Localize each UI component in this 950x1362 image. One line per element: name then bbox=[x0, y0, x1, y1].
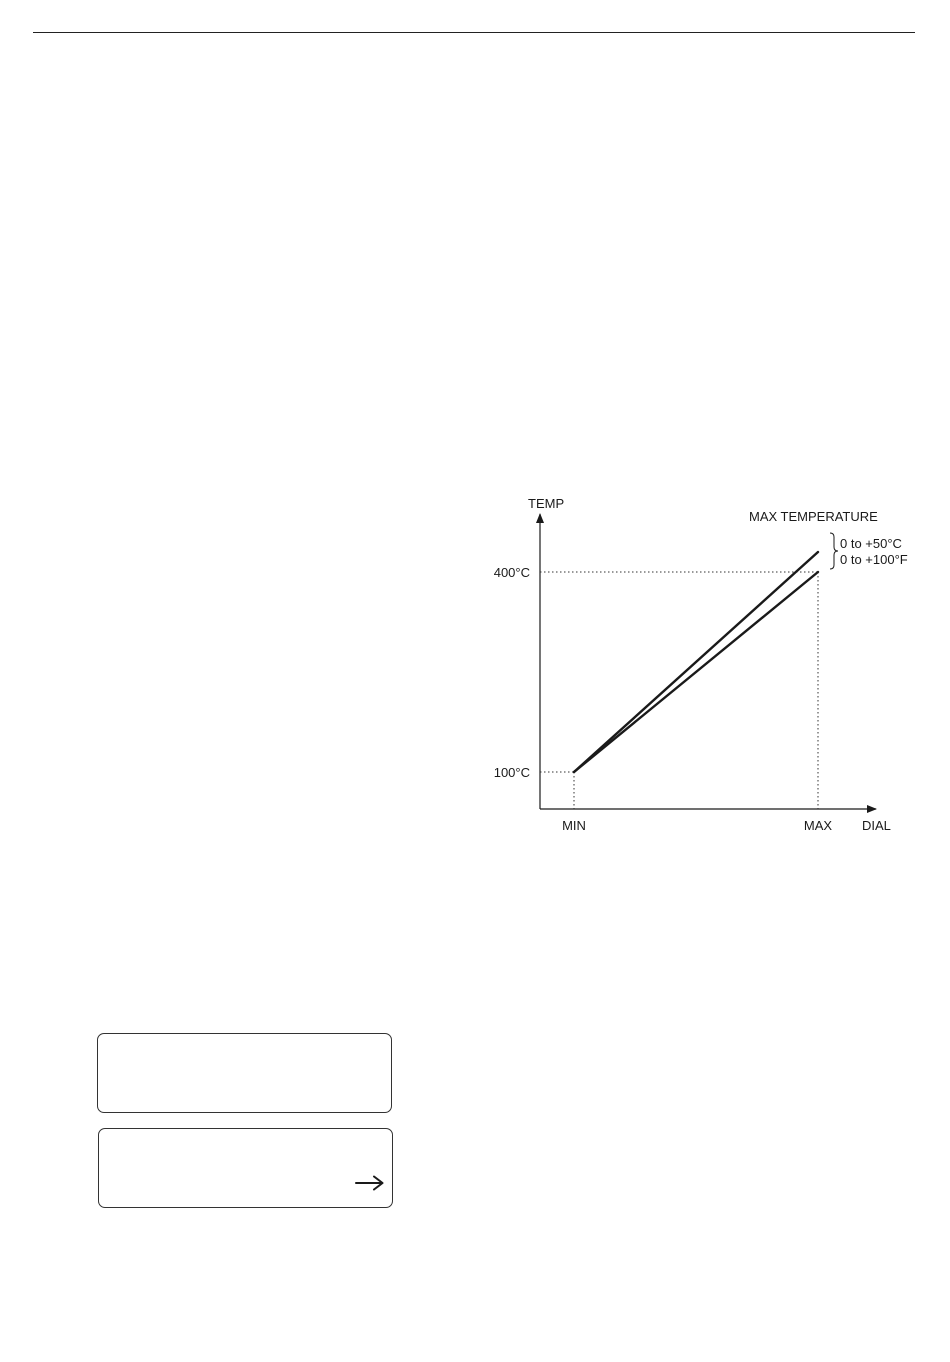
max-temperature-annotation: MAX TEMPERATURE bbox=[749, 509, 878, 524]
y-axis-label: TEMP bbox=[528, 496, 565, 511]
footer-box-2 bbox=[98, 1128, 393, 1208]
x-tick-label-min: MIN bbox=[562, 818, 586, 833]
y-tick-label-400: 400°C bbox=[493, 565, 530, 580]
x-tick-label-max: MAX bbox=[803, 818, 833, 833]
footer-box-1 bbox=[97, 1033, 392, 1113]
offset-celsius-annotation: 0 to +50°C bbox=[840, 536, 902, 551]
series-line-lower bbox=[574, 572, 818, 772]
x-axis-label: DIAL bbox=[862, 818, 891, 833]
offset-fahrenheit-annotation: 0 to +100°F bbox=[840, 552, 908, 567]
arrow-right-icon bbox=[355, 1175, 385, 1191]
y-tick-label-100: 100°C bbox=[493, 765, 530, 780]
range-brace bbox=[830, 533, 838, 569]
series-line-upper bbox=[574, 552, 818, 772]
